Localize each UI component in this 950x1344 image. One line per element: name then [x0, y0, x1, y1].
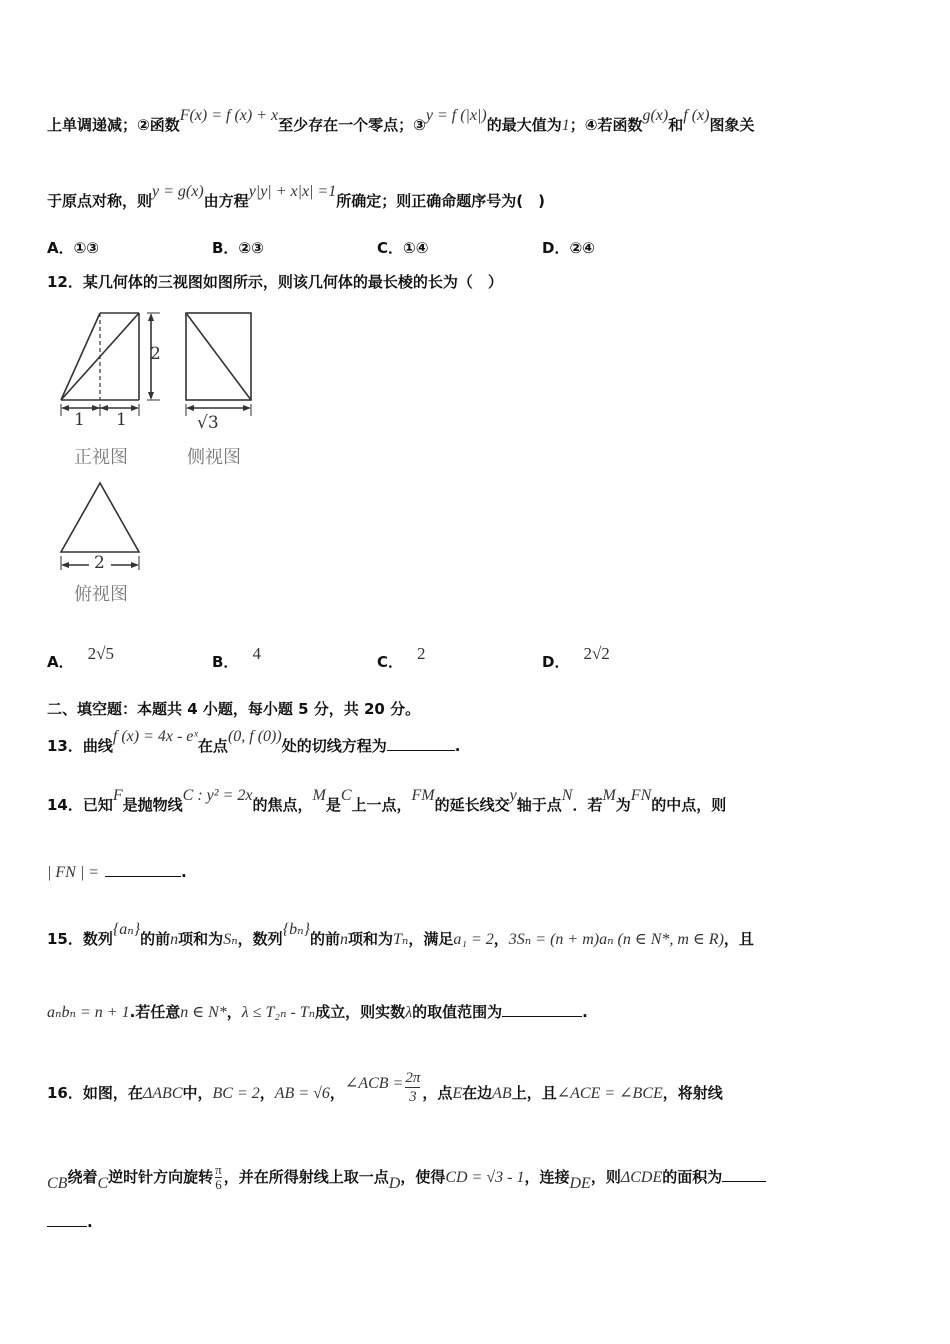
q14-line2: [47, 862, 187, 882]
q12-option-d: [542, 644, 610, 672]
q11-text: ；④若函数: [569, 116, 643, 134]
side-edge: [186, 313, 251, 400]
front-dim-right: 1: [116, 410, 127, 430]
option-label: D．: [542, 653, 570, 671]
q13-formula: f (x) = 4x - eˣ: [112, 728, 198, 745]
q15-text: ，满足: [408, 930, 454, 948]
q15-formula: {aₙ}: [112, 921, 141, 938]
q11-text: 和: [668, 116, 684, 134]
q16-text: ，: [329, 1084, 345, 1102]
q16-text: 中，: [182, 1084, 213, 1102]
q14-text: 为: [615, 796, 631, 814]
q15-formula: n ∈ N*: [180, 1004, 227, 1021]
q16-text: ，并在所得射线上取一点: [223, 1168, 389, 1186]
q16-formula: AB: [492, 1085, 512, 1102]
q15-text: 项和为: [347, 930, 393, 948]
front-view-figure: [55, 308, 170, 438]
q16-formula: D: [388, 1175, 401, 1192]
q16-text: 16．如图，在: [47, 1084, 143, 1102]
top-edge: [61, 483, 139, 552]
q11-formula: F(x) = f (x) + x: [179, 107, 279, 124]
front-edge: [61, 313, 100, 400]
q16-line1: [47, 1070, 723, 1112]
q15-formula: aₙbₙ = n + 1: [47, 1004, 130, 1021]
q15-text: ，且: [723, 930, 754, 948]
q13-text: .: [454, 737, 461, 755]
q16-text: .: [87, 1213, 93, 1231]
q11-line1: [47, 107, 755, 135]
q15-text: 15．数列: [47, 930, 113, 948]
q14-formula: C : y² = 2x: [182, 787, 253, 804]
front-dim-height: 2: [150, 344, 161, 364]
top-dim: 2: [94, 553, 105, 573]
option-label: B．: [212, 653, 239, 671]
q16-formula: AB = √6: [274, 1085, 330, 1102]
q11-formula: g(x): [642, 107, 669, 124]
side-view-caption: 侧视图: [187, 447, 241, 468]
q15-line2: [47, 1001, 588, 1022]
option-value: 2√5: [87, 644, 114, 663]
q16-formula: CB: [47, 1175, 68, 1192]
q15-formula: Sₙ: [223, 931, 238, 948]
q14-line1: [47, 787, 727, 815]
q14-text: 是抛物线: [122, 796, 183, 814]
q16-text: ，使得: [400, 1168, 446, 1186]
q16-formula: ΔCDE: [620, 1169, 663, 1186]
q15-formula: Tₙ: [393, 931, 409, 948]
q15-formula: n: [339, 931, 348, 948]
q16-formula: ∠ACB =: [344, 1075, 404, 1092]
q11-formula: y = f (|x|): [425, 107, 487, 124]
q16-formula: ΔABC: [142, 1085, 183, 1102]
q14-text: ．若: [572, 796, 603, 814]
q14-text: 的延长线交: [434, 796, 510, 814]
q11-formula: 1: [561, 117, 570, 134]
q14-formula: y: [509, 787, 517, 804]
q15-formula: 3Sₙ = (n + m)aₙ (n ∈ N*, m ∈ R): [508, 931, 724, 948]
answer-blank[interactable]: [722, 1167, 766, 1182]
q15-text: 项和为: [178, 930, 224, 948]
q11-text: 于原点对称，则: [47, 192, 153, 210]
q11-formula: y = g(x): [152, 183, 204, 200]
q16-text: 绕着: [67, 1168, 98, 1186]
q15-formula: λ: [405, 1004, 413, 1021]
q11-text: 的最大值为: [486, 116, 562, 134]
q15-text: ，数列: [237, 930, 283, 948]
q15-text: 成立，则实数: [315, 1003, 406, 1021]
q15-line1: [47, 921, 754, 949]
fraction-numerator: π: [215, 1162, 222, 1177]
q11-option-c: C．①④: [377, 239, 429, 257]
q16-text: ，将射线: [662, 1084, 723, 1102]
q14-formula: FN: [630, 787, 652, 804]
q11-formula: f (x): [683, 107, 710, 124]
q15-formula: {bₙ}: [282, 921, 310, 938]
q14-text: 是: [325, 796, 341, 814]
q14-formula: F: [112, 787, 123, 804]
q13-text: 处的切线方程为: [281, 737, 387, 755]
q14-formula: N: [561, 787, 573, 804]
q16-formula: DE: [569, 1175, 591, 1192]
q16-text: ，连接: [524, 1168, 570, 1186]
q15-text: .若任意: [129, 1003, 181, 1021]
q13-formula: (0, f (0)): [227, 728, 282, 745]
option-label: A．: [47, 653, 74, 671]
q14-formula: C: [340, 787, 352, 804]
q12-option-b: [212, 644, 261, 672]
q14-text: .: [181, 863, 187, 881]
q15-text: 的取值范围为: [412, 1003, 503, 1021]
answer-blank[interactable]: [105, 862, 181, 877]
top-view-caption: 俯视图: [74, 584, 128, 605]
q13-line: [47, 728, 461, 756]
option-value: 4: [252, 644, 261, 663]
q16-formula: C: [97, 1175, 109, 1192]
q14-formula: M: [312, 787, 326, 804]
fraction-denominator: 6: [215, 1177, 222, 1192]
q16-formula: CD = √3 - 1: [445, 1169, 525, 1186]
q11-option-b: B．②③: [212, 239, 264, 257]
q15-text: 的前: [309, 930, 340, 948]
q11-text: 由方程: [203, 192, 249, 210]
q12-option-a: [47, 644, 114, 672]
q11-option-d: D．②④: [542, 239, 595, 257]
answer-blank[interactable]: [387, 736, 455, 751]
q14-text: 轴于点: [516, 796, 562, 814]
q16-text: 逆时针方向旋转: [108, 1168, 214, 1186]
q16-text: 的面积为: [662, 1168, 723, 1186]
q11-text: 所确定；则正确命题序号为( ): [336, 192, 545, 210]
answer-blank[interactable]: [502, 1002, 582, 1017]
q15-text: ，: [493, 930, 509, 948]
q12-option-c: [377, 644, 426, 672]
q16-line2: [47, 1163, 766, 1192]
q16-text: ，点: [422, 1084, 453, 1102]
q14-formula: M: [602, 787, 616, 804]
q16-text: ，: [259, 1084, 275, 1102]
q15-text: .: [582, 1003, 588, 1021]
q11-formula: y|y| + x|x| =1: [248, 183, 337, 200]
q15-text: ，: [226, 1003, 242, 1021]
q16-formula: ∠ACE = ∠BCE: [556, 1085, 663, 1102]
side-view-figure: [180, 308, 260, 438]
q14-text: 14．已知: [47, 796, 113, 814]
q11-text: 至少存在一个零点；③: [278, 116, 426, 134]
q14-formula: FM: [411, 787, 435, 804]
front-dim-left: 1: [74, 410, 85, 430]
q16-fraction: [405, 1069, 420, 1106]
answer-blank[interactable]: [47, 1212, 87, 1227]
q14-text: 上一点，: [351, 796, 412, 814]
q15-formula: λ ≤ T₂ₙ - Tₙ: [241, 1004, 316, 1021]
q15-formula: a₁ = 2: [453, 931, 494, 948]
option-value: 2√2: [583, 644, 610, 663]
option-label: C．: [377, 653, 404, 671]
q11-text: 上单调递减；②函数: [47, 116, 180, 134]
q14-text: 的中点，则: [651, 796, 727, 814]
q16-line3: [47, 1212, 93, 1231]
q13-text: 13．曲线: [47, 737, 113, 755]
q11-text: 图象关: [709, 116, 755, 134]
q16-text: 在边: [462, 1084, 493, 1102]
q16-text: 上，且: [511, 1084, 557, 1102]
section-heading: 二、填空题：本题共 4 小题，每小题 5 分，共 20 分。: [47, 700, 421, 718]
q15-formula: n: [170, 931, 179, 948]
side-dim: √3: [197, 413, 219, 433]
q16-fraction: [215, 1163, 222, 1192]
front-view-caption: 正视图: [74, 447, 128, 468]
q13-text: 在点: [197, 737, 228, 755]
q15-text: 的前: [140, 930, 171, 948]
fraction-numerator: 2π: [405, 1070, 421, 1086]
q14-formula: | FN | =: [47, 864, 100, 881]
q11-option-a: A．①③: [47, 239, 100, 257]
q11-line2: [47, 183, 545, 211]
option-value: 2: [417, 644, 426, 663]
fraction-denominator: 3: [409, 1089, 417, 1105]
q16-text: ，则: [590, 1168, 621, 1186]
q16-formula: BC = 2: [212, 1085, 260, 1102]
q12-stem: 12．某几何体的三视图如图所示，则该几何体的最长棱的长为（ ）: [47, 273, 503, 291]
q16-formula: E: [452, 1085, 463, 1102]
q14-text: 的焦点，: [252, 796, 313, 814]
